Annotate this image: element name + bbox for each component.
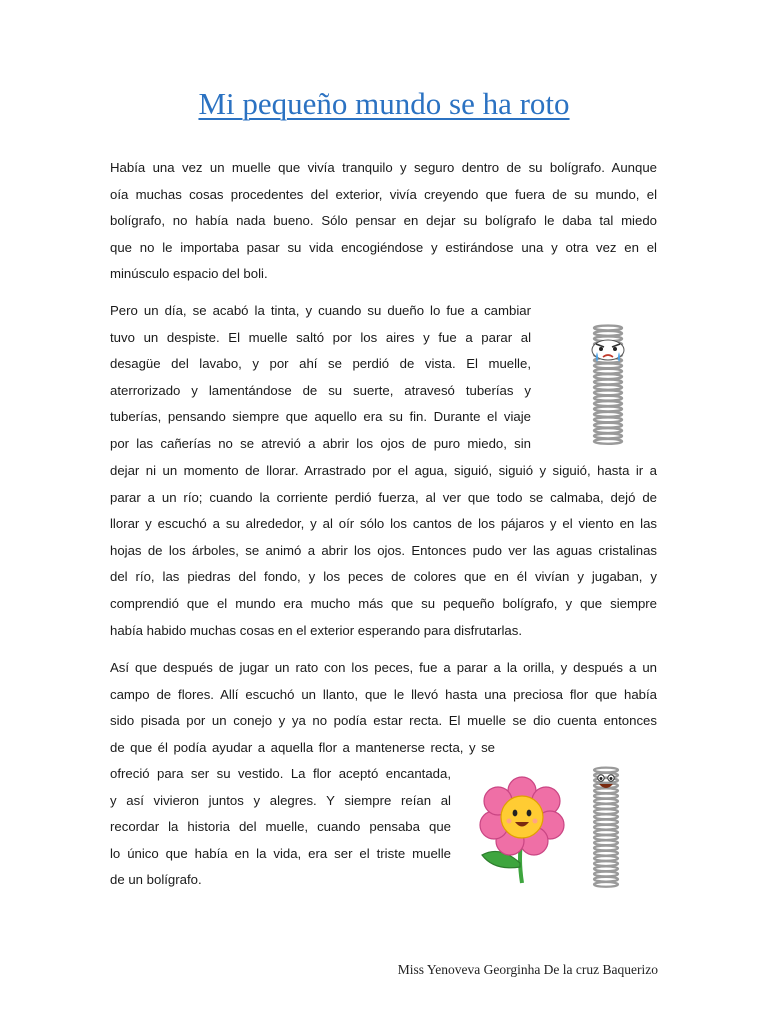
spring-coil — [594, 809, 618, 814]
spring-coil — [594, 390, 622, 395]
spring-coil — [594, 851, 618, 856]
paragraph-2-continued — [110, 458, 657, 644]
paragraph-line: parar a un río; cuando la corriente perdió fuerza, al ver que todo se calmaba, dejó de — [110, 489, 657, 505]
paragraph-line: recordar la historia del muelle, cuando pensaba que — [110, 819, 451, 835]
paragraph-1 — [110, 155, 657, 288]
document-title: Mi pequeño mundo se ha roto — [198, 86, 570, 121]
smiling-flower-illustration — [472, 775, 572, 885]
spring-coil — [594, 840, 618, 845]
paragraph-line: por las cañerías no se atrevió a abrir los ojos de puro miedo, sin — [110, 435, 531, 451]
crying-spring-illustration — [578, 320, 638, 455]
paragraph-3 — [110, 655, 657, 735]
paragraph-line: comprendió que el mundo era mucho más que su pequeño bolígrafo, y que siempre — [110, 595, 657, 611]
spring-coil — [594, 882, 618, 887]
paragraph-line: bolígrafo, no había nada bueno. Sólo pensar en dejar su bolígrafo le daba tal miedo — [110, 213, 657, 229]
spring-coil — [594, 768, 618, 773]
spring-coil — [594, 428, 622, 433]
spring-coil — [594, 380, 622, 385]
spring-coil — [594, 434, 622, 439]
author-signature: Miss Yenoveva Georginha De la cruz Baquerizo — [397, 962, 658, 977]
spring-coil — [594, 423, 622, 428]
spring-coil — [594, 825, 618, 830]
spring-coil — [594, 369, 622, 374]
spring-coil — [594, 804, 618, 809]
spring-coil — [594, 830, 618, 835]
spring-coil — [594, 820, 618, 825]
spring-coil — [594, 412, 622, 417]
spring-coil — [594, 877, 618, 882]
paragraph-3-wrapped — [110, 761, 451, 894]
paragraph-line: Así que después de jugar un rato con los peces, fue a parar a la orilla, y después a un — [110, 660, 657, 675]
spring-coil — [594, 866, 618, 871]
spring-coil — [594, 331, 622, 336]
paragraph-line: tuvo un despiste. El muelle saltó por los aires y fue a parar al — [110, 329, 531, 345]
paragraph-line: aterrorizado y lamentándose de su suerte, atravesó tuberías y — [110, 382, 531, 398]
paragraph-line: oía muchas cosas procedentes del exterior, vivía creyendo que fuera de su mundo, el — [110, 186, 657, 202]
spring-coil — [594, 326, 622, 331]
paragraph-line: lo único que había en la vida, era ser el triste muelle — [110, 845, 451, 861]
spring-coil — [594, 856, 618, 861]
paragraph-line: que no le importaba pasar su vida encogiéndose y estirándose una y otra vez en el — [110, 239, 657, 255]
spring-coil — [594, 846, 618, 851]
paragraph-2-wrapped — [110, 298, 531, 458]
paragraph-line: dejar ni un momento de llorar. Arrastrado por el agua, siguió, siguió y siguió, hasta ir a — [110, 463, 657, 478]
paragraph-3-mid — [110, 735, 495, 762]
happy-spring-illustration — [584, 764, 628, 894]
spring-coil — [594, 401, 622, 406]
paragraph-line: Pero un día, se acabó la tinta, y cuando su dueño lo fue a cambiar — [110, 303, 531, 318]
spring-coil — [594, 385, 622, 390]
paragraph-line: sido pisada por un conejo y ya no podía estar recta. El muelle se dio cuenta entonces — [110, 713, 657, 729]
spring-coil — [594, 794, 618, 799]
paragraph-line: llorar y escuchó a su alrededor, y al oír sólo los cantos de los pájaros y el viento en las — [110, 516, 657, 532]
spring-coil — [594, 417, 622, 422]
spring-coil — [594, 439, 622, 444]
paragraph-line: de que él podía ayudar a aquella flor a mantenerse recta, y se — [110, 740, 495, 755]
paragraph-line: campo de flores. Allí escuchó un llanto, que le llevó hasta una preciosa flor que había — [110, 686, 657, 702]
spring-coil — [594, 407, 622, 412]
paragraph-line: había habido muchas cosas en el exterior esperando para disfrutarlas. — [110, 622, 522, 638]
spring-coil — [594, 814, 618, 819]
paragraph-line: del río, las piedras del fondo, y los peces de colores que en él vivían y jugaban, y — [110, 569, 657, 585]
sad-face-icon — [592, 340, 624, 362]
spring-coil — [594, 835, 618, 840]
paragraph-line: de un bolígrafo. — [110, 872, 202, 888]
paragraph-line: ofreció para ser su vestido. La flor aceptó encantada, — [110, 766, 451, 781]
spring-coil — [594, 396, 622, 401]
paragraph-line: tuberías, pensando siempre que aquello era su fin. Durante el viaje — [110, 409, 531, 425]
paragraph-line: y así vivieron juntos y alegres. Y siempre reían al — [110, 792, 451, 808]
spring-coil — [594, 861, 618, 866]
paragraph-line: Había una vez un muelle que vivía tranquilo y seguro dentro de su bolígrafo. Aunque — [110, 160, 657, 175]
spring-coil — [594, 788, 618, 793]
paragraph-line: minúsculo espacio del boli. — [110, 266, 268, 282]
paragraph-line: hojas de los árboles, se animó a abrir los ojos. Entonces pudo ver las aguas cristalinas — [110, 542, 657, 558]
spring-coil — [594, 872, 618, 877]
spring-coil — [594, 799, 618, 804]
spring-coil — [594, 374, 622, 379]
spring-coil — [594, 363, 622, 368]
paragraph-line: desagüe del lavabo, y por ahí se perdió de vista. El muelle, — [110, 356, 531, 372]
